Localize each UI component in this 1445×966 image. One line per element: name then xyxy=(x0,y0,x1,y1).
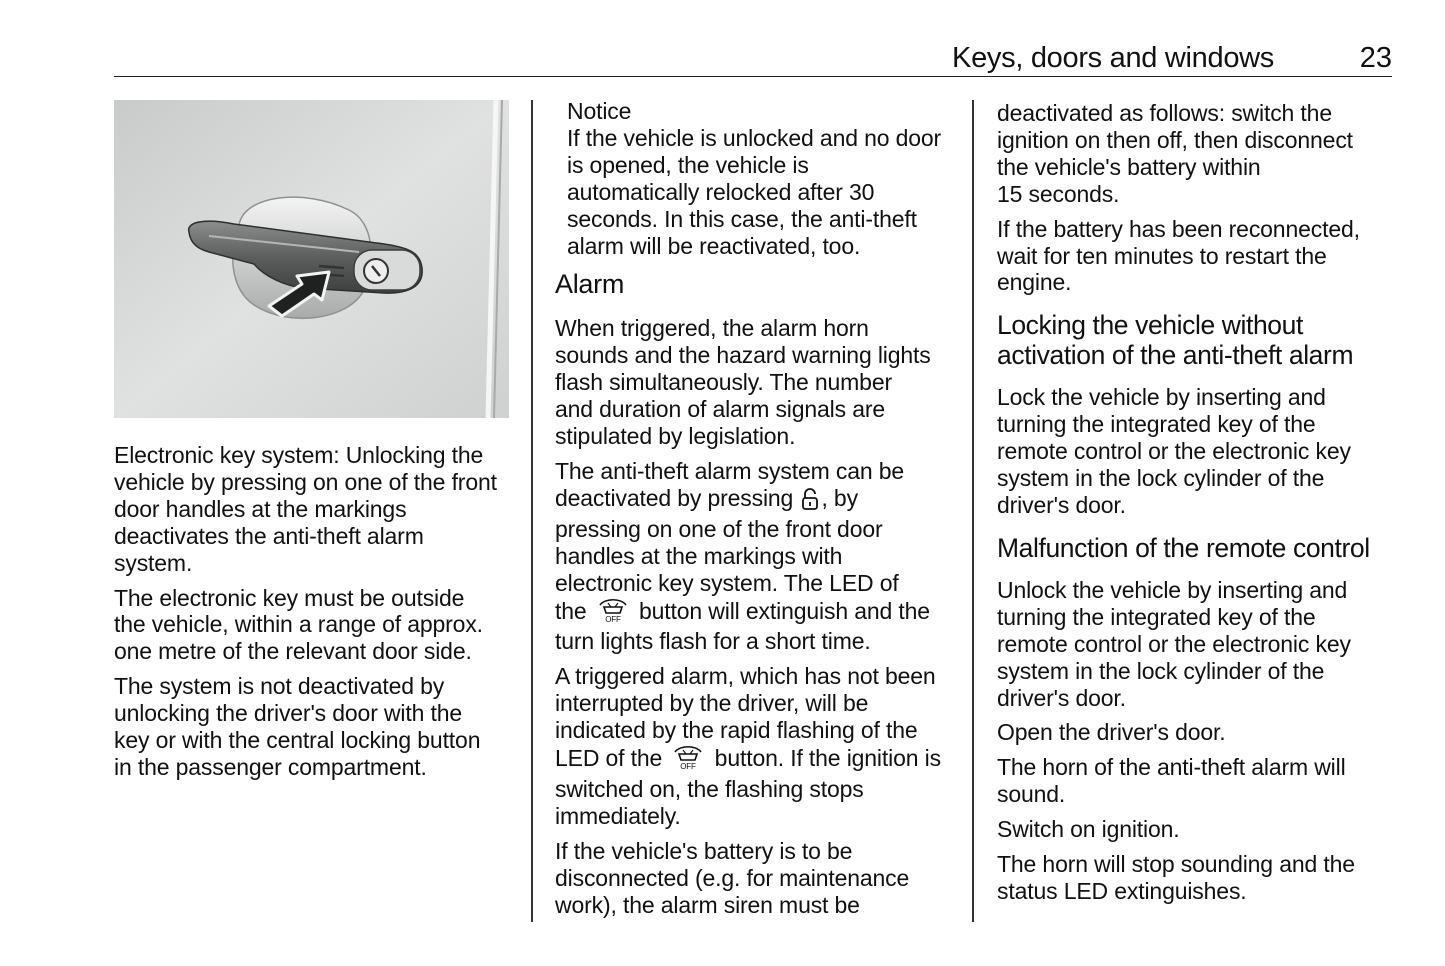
paragraph: When triggered, the alarm horn sounds and the hazard warning lights flash simultaneously. The number and duration of alarm signals are stipulated by legislation. xyxy=(555,315,931,450)
malfunction-heading: Malfunction of the remote control xyxy=(997,532,1370,563)
section-title: Keys, doors and windows xyxy=(952,42,1274,74)
figure-caption: Electronic key system: Unlocking the vehicle by pressing on one of the front door handles at the markings deactivates the anti-theft alarm system. xyxy=(114,442,497,576)
svg-text:OFF: OFF xyxy=(680,762,697,771)
paragraph: The horn of the anti-theft alarm will sound. xyxy=(997,754,1346,808)
paragraph: If the vehicle's battery is to be disconnected (e.g. for maintenance work), the alarm siren must be xyxy=(555,837,910,918)
text-span: , by pressing on one of the front door handles at the markings with electronic key system. The LED of the xyxy=(555,484,899,624)
column-3 xyxy=(997,100,1397,913)
svg-text:OFF: OFF xyxy=(605,614,621,623)
paragraph: Unlock the vehicle by inserting and turning the integrated key of the remote control or the electronic key system in the lock cylinder of the driver's door. xyxy=(997,576,1351,711)
paragraph: The horn will stop sounding and the status LED extinguishes. xyxy=(997,851,1355,904)
unlock-icon xyxy=(801,488,819,516)
paragraph: Lock the vehicle by inserting and turning the integrated key of the remote control or the electronic key system in the lock cylinder of the driver's door. xyxy=(997,384,1351,518)
paragraph: The system is not deactivated by unlocking the driver's door with the key or with the central locking button in the passenger compartment. xyxy=(114,673,481,780)
notice-title: Notice xyxy=(567,98,632,124)
alarm-heading: Alarm xyxy=(555,269,625,300)
page-number: 23 xyxy=(1359,42,1392,74)
paragraph: Switch on ignition. xyxy=(997,816,1180,843)
paragraph xyxy=(555,458,957,655)
notice-box xyxy=(555,98,957,259)
paragraph xyxy=(555,663,957,829)
text-span: The anti-theft alarm system can be deactivated by pressing xyxy=(555,457,904,511)
column-1 xyxy=(114,100,514,789)
paragraph: deactivated as follows: switch the ignition on then off, then disconnect the vehicle's battery within 15 seconds. xyxy=(997,100,1353,207)
paragraph: The electronic key must be outside the vehicle, within a range of approx. one metre of the relevant door side. xyxy=(114,584,483,665)
alarm-off-icon xyxy=(670,744,706,776)
column-divider-2 xyxy=(972,100,974,922)
locking-heading: Locking the vehicle without activation of the anti-theft alarm xyxy=(997,310,1354,371)
alarm-off-icon xyxy=(595,597,631,629)
text-span: button will extinguish and the turn lights flash for a short time. xyxy=(555,597,930,655)
door-handle-illustration-icon xyxy=(114,100,509,418)
notice-text: If the vehicle is unlocked and no door is opened, the vehicle is automatically relocked after 30 seconds. In this case, the anti-theft alarm will be reactivated, too. xyxy=(567,124,942,259)
door-handle-figure xyxy=(114,100,509,418)
paragraph: If the battery has been reconnected, wait for ten minutes to restart the engine. xyxy=(997,215,1360,296)
column-2 xyxy=(555,100,957,926)
text-span: button. If the ignition is switched on, the flashing stops immediately. xyxy=(555,745,941,829)
page-header xyxy=(114,38,1392,77)
text-span: A triggered alarm, which has not been interrupted by the driver, will be indicated by the rapid flashing of the LED of the xyxy=(555,663,936,772)
paragraph: Open the driver's door. xyxy=(997,719,1226,746)
column-divider-1 xyxy=(531,100,533,922)
